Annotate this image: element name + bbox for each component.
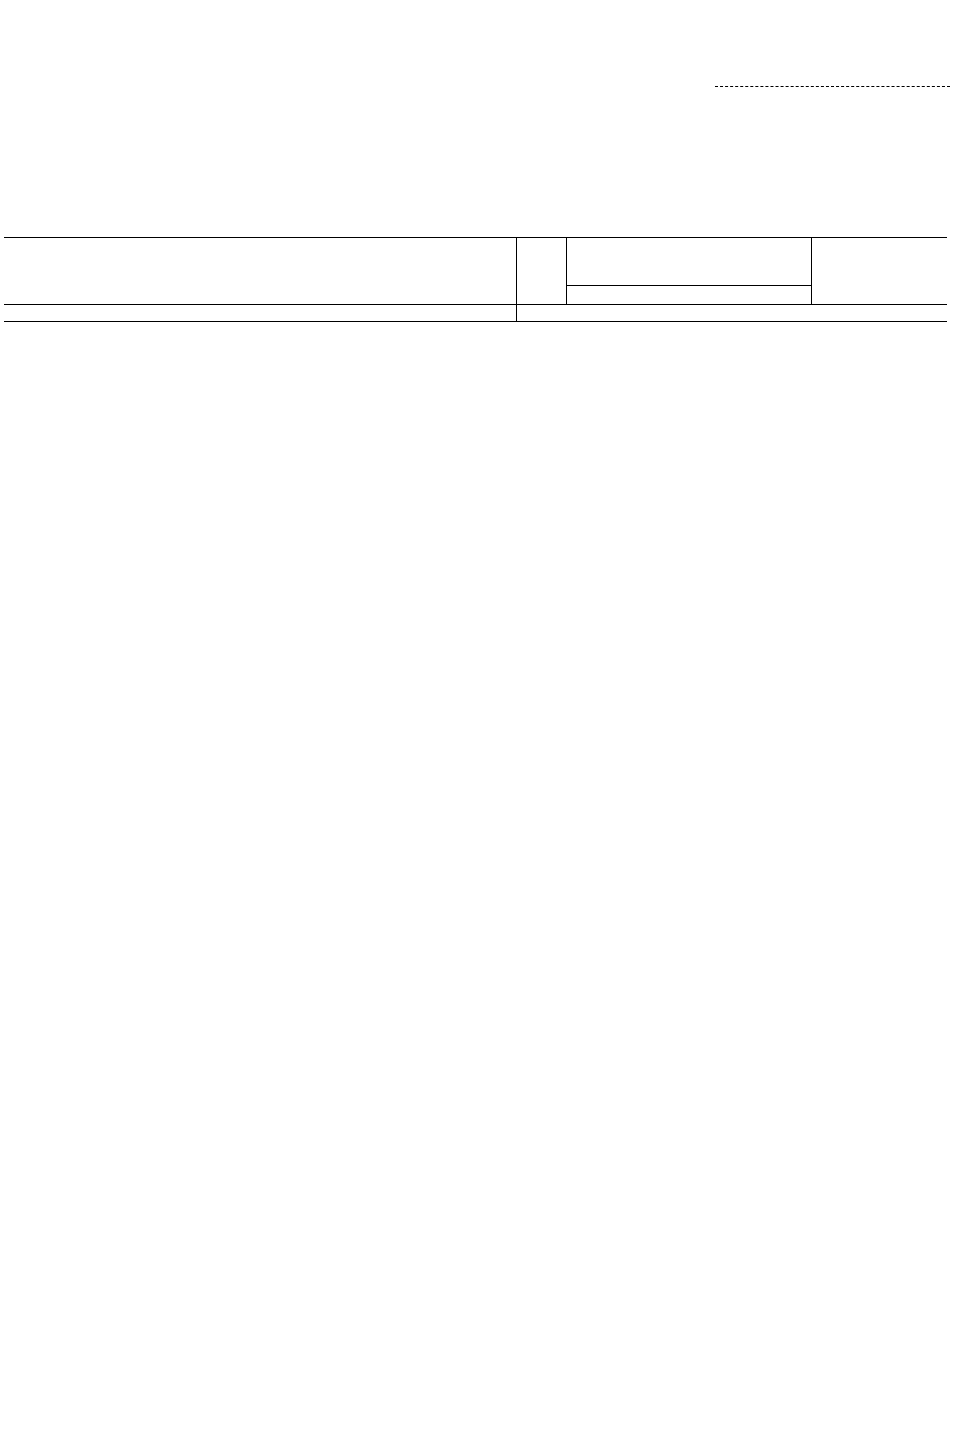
institution-block [715, 86, 950, 87]
header-vline [516, 238, 517, 321]
header-divider [4, 304, 947, 305]
institution-name [715, 86, 950, 87]
header-vline [811, 238, 812, 304]
header-divider [566, 285, 811, 286]
table-header [4, 237, 947, 322]
header-vline [566, 238, 567, 304]
